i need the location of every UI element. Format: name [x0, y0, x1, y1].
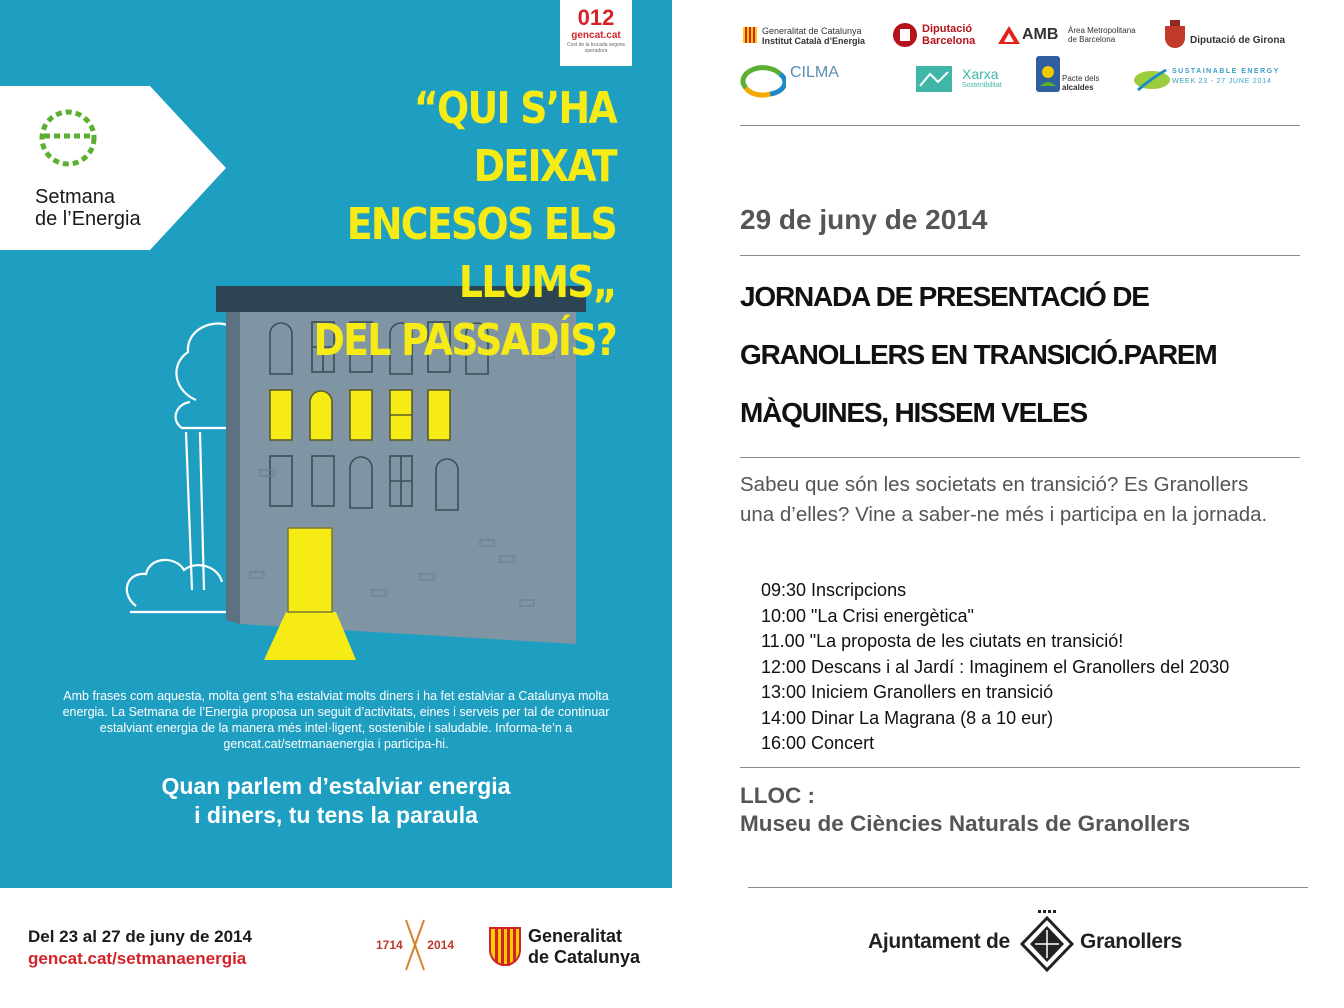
box-012-number: 012 [577, 5, 615, 30]
schedule-item: 12:00 Descans i al Jardí : Imaginem el Granollers del 2030 [761, 656, 1230, 677]
event-date: 29 de juny de 2014 [740, 204, 988, 235]
dipba-line-2: Barcelona [922, 35, 976, 47]
divider-1 [740, 125, 1300, 126]
tricentenari-logo [376, 918, 454, 972]
schedule-item: 09:30 Inscripcions [761, 580, 907, 600]
generalitat-logo [488, 924, 658, 972]
amb-sub-1: Àrea Metropolitana [1068, 26, 1136, 35]
event-title-line-3: MÀQUINES, HISSEM VELES [740, 397, 1087, 428]
poster [0, 0, 672, 888]
generalitat-line-1: Generalitat [528, 926, 623, 946]
granollers-coat-of-arms-icon [1018, 908, 1076, 974]
brand-name [35, 186, 141, 230]
cilma-ring-icon [740, 62, 786, 98]
sew-leaf-icon [1132, 60, 1172, 100]
dipba-line-1: Diputació [922, 23, 973, 35]
schedule-item: 11.00 "La proposta de les ciutats en transició! [761, 631, 1124, 651]
xarxa-icon [916, 66, 952, 92]
schedule-item: 13:00 Iniciem Granollers en transició [761, 682, 1054, 702]
location-value: Museu de Ciències Naturals de Granollers [740, 811, 1191, 836]
diputacio-girona-shield-icon [1164, 20, 1186, 50]
cilma-text: CILMA [790, 64, 839, 81]
box-012-domain: gencat.cat [571, 30, 621, 41]
divider-4 [740, 767, 1300, 768]
box-012 [560, 0, 632, 66]
schedule-item: 16:00 Concert [761, 733, 875, 753]
headline-line-1: “QUI S’HA DEIXAT [413, 83, 616, 192]
xarxa-sub: Sostenibilitat [962, 82, 1002, 89]
brand-line-2: de l’Energia [35, 208, 141, 230]
event-schedule [761, 578, 1336, 757]
generalitat-shield-icon [488, 924, 522, 970]
amb-text: AMB [1022, 26, 1059, 43]
icaen-line-2: Institut Català d’Energia [762, 36, 866, 46]
generalitat-line-2: de Catalunya [528, 947, 641, 967]
event-title [740, 268, 1310, 442]
event-intro: Sabeu que són les societats en transició? Es Granollers una d’elles? Vine a saber-ne més i participa en la jornada. [740, 473, 1268, 526]
sew-line-2: WEEK 23 - 27 JUNE 2014 [1172, 78, 1272, 85]
schedule-item: 10:00 "La Crisi energètica" [761, 605, 974, 626]
slogan-line-2: i diners, tu tens la paraula [194, 802, 478, 828]
event-title-line-2: GRANOLLERS EN TRANSICIÓ.PAREM [740, 339, 1217, 370]
divider-2 [740, 255, 1300, 256]
box-012-note: Cost de la trucada segons operadora [566, 42, 626, 54]
divider-3 [740, 457, 1300, 458]
ajuntament-text: Ajuntament de [868, 930, 1010, 953]
headline-line-2: ENCESOS ELS LLUMS„ [346, 199, 616, 308]
location-label: LLOC : [740, 783, 815, 808]
schedule-item: 14:00 Dinar La Magrana (8 a 10 eur) [761, 707, 1054, 728]
dipgi-text: Diputació de Girona [1190, 35, 1286, 46]
amb-icon [998, 26, 1020, 44]
gencat-url[interactable]: gencat.cat/setmanaenergia [28, 949, 247, 968]
icaen-line-1: Generalitat de Catalunya [762, 26, 862, 36]
sew-line-1: SUSTAINABLE ENERGY [1172, 68, 1280, 75]
event-title-line-1: JORNADA DE PRESENTACIÓ DE [740, 281, 1149, 312]
door [288, 528, 332, 612]
headline-line-3: DEL PASSADÍS? [313, 315, 616, 366]
slogan-line-1: Quan parlem d’estalviar energia [161, 773, 511, 799]
poster-paragraph: Amb frases com aquesta, molta gent s’ha estalviat molts diners i ha fet estalviar a Catalunya molta energia. La Setmana de l’Energia proposa un seguit d’activitats, eines i serveis per tal de continuar estalviant energia de la manera més intel·ligent, sostenible i saludable. Informa-te’n a gencat.cat/setmanaenergia i participa-hi. [62, 689, 610, 751]
icaen-shield-icon [742, 26, 758, 44]
sustainable-energy-week-logo [1132, 56, 1284, 104]
xarxa-text: Xarxa [962, 66, 999, 82]
ajuntament-granollers-logo [868, 906, 1198, 974]
pacte-line-2: alcaldes [1062, 83, 1094, 92]
pacte-alcaldes-icon [1036, 56, 1060, 92]
divider-5 [748, 887, 1308, 888]
pacte-line-1: Pacte dels [1062, 74, 1100, 83]
year-left: 1714 [376, 938, 403, 952]
granollers-text: Granollers [1080, 930, 1183, 953]
amb-sub-2: de Barcelona [1068, 35, 1116, 44]
brand-line-1: Setmana [35, 186, 116, 208]
date-range: Del 23 al 27 de juny de 2014 [28, 927, 252, 946]
poster-headline [289, 80, 616, 370]
diputacio-barcelona-icon [892, 22, 918, 48]
year-right: 2014 [427, 938, 454, 952]
partner-logos [736, 0, 1306, 112]
poster-slogan [60, 772, 612, 830]
